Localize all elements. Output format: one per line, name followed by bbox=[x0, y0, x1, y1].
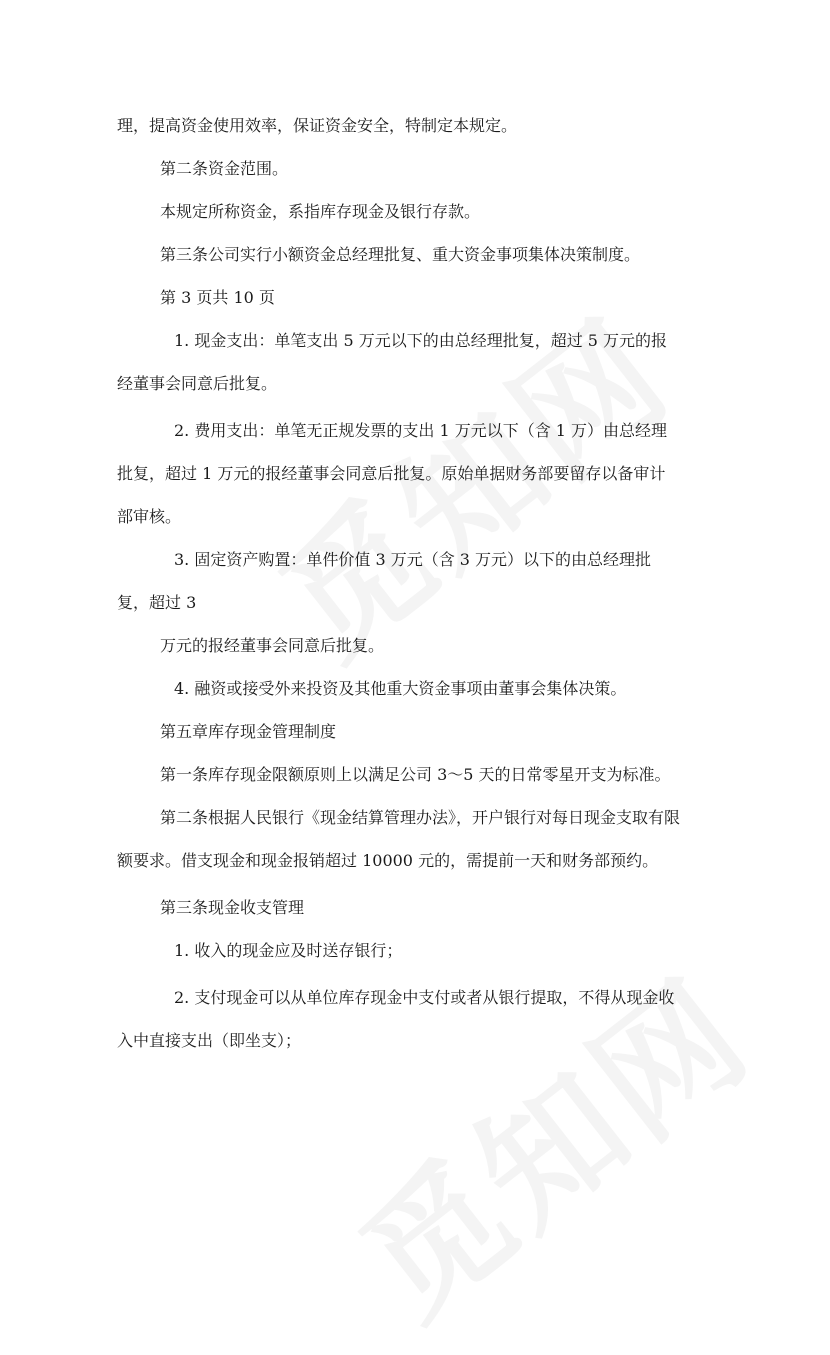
cash-list-item-1: 1. 收入的现金应及时送存银行； bbox=[174, 941, 403, 960]
article-3-line: 第三条现金收支管理 bbox=[160, 898, 305, 917]
cash-list-item-2-cont: 入中直接支出（即坐支）； bbox=[117, 1031, 302, 1050]
list-item-3-cont2: 万元的报经董事会同意后批复。 bbox=[160, 636, 385, 655]
list-item-4: 4. 融资或接受外来投资及其他重大资金事项由董事会集体决策。 bbox=[174, 679, 627, 698]
article-3-heading: 第三条公司实行小额资金总经理批复、重大资金事项集体决策制度。 bbox=[160, 245, 641, 264]
list-item-2: 2. 费用支出：单笔无正规发票的支出 1 万元以下（含 1 万）由总经理 bbox=[174, 421, 668, 440]
list-item-3: 3. 固定资产购置：单件价值 3 万元（含 3 万元）以下的由总经理批 bbox=[174, 550, 652, 569]
list-item-3-cont: 复，超过 3 bbox=[117, 593, 197, 612]
article-1-line: 第一条库存现金限额原则上以满足公司 3～5 天的日常零星开支为标准。 bbox=[160, 765, 671, 784]
list-item-1-cont: 经董事会同意后批复。 bbox=[117, 374, 278, 393]
article-2-cont: 额要求。借支现金和现金报销超过 10000 元的，需提前一天和财务部预约。 bbox=[117, 851, 659, 870]
paragraph-line-3: 本规定所称资金，系指库存现金及银行存款。 bbox=[160, 202, 481, 221]
article-2-line: 第二条根据人民银行《现金结算管理办法》，开户银行对每日现金支取有限 bbox=[160, 808, 681, 827]
paragraph-line-1: 理，提高资金使用效率，保证资金安全，特制定本规定。 bbox=[117, 116, 518, 135]
page-number: 第 3 页共 10 页 bbox=[160, 288, 275, 307]
list-item-2-cont2: 部审核。 bbox=[117, 507, 182, 526]
list-item-1: 1. 现金支出：单笔支出 5 万元以下的由总经理批复，超过 5 万元的报 bbox=[174, 331, 668, 350]
chapter-5-heading: 第五章库存现金管理制度 bbox=[160, 722, 337, 741]
article-2-heading: 第二条资金范围。 bbox=[160, 159, 289, 178]
list-item-2-cont: 批复，超过 1 万元的报经董事会同意后批复。原始单据财务部要留存以备审计 bbox=[117, 464, 666, 483]
cash-list-item-2: 2. 支付现金可以从单位库存现金中支付或者从银行提取，不得从现金收 bbox=[174, 988, 675, 1007]
